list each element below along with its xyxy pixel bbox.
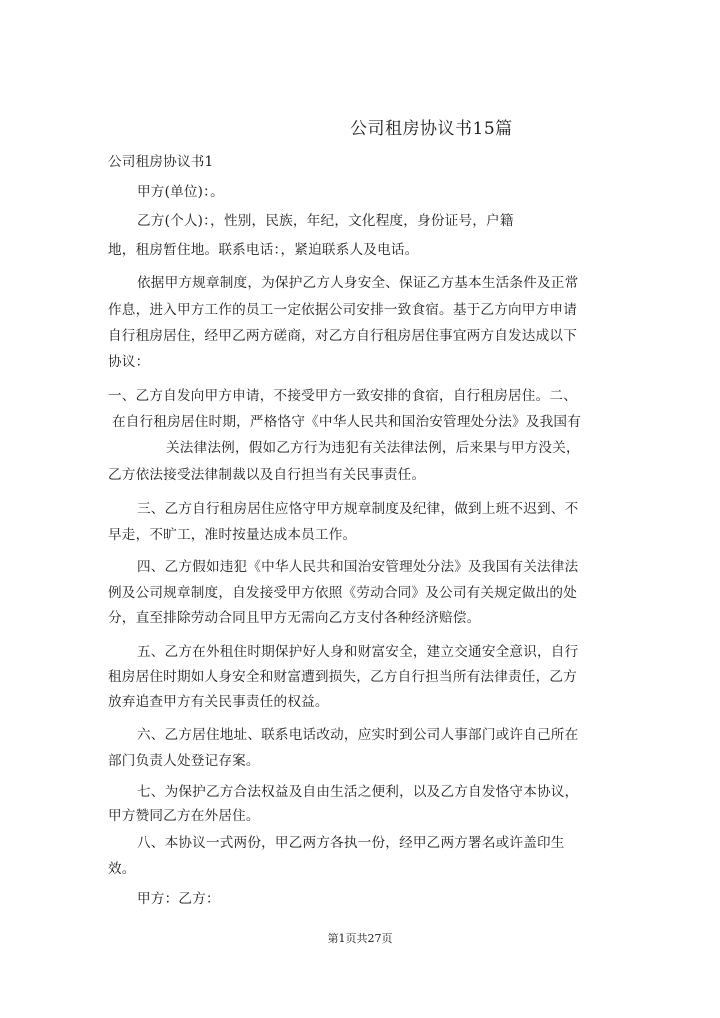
intro-paragraph-line: 自行租房居住，经甲乙两方磋商，对乙方自行租房居住事宜两方自发达成以下 (108, 328, 577, 344)
clause-8-line: 效。 (108, 861, 136, 877)
document-subtitle: 公司租房协议书1 (108, 154, 214, 170)
document-title: 公司租房协议书15篇 (350, 119, 513, 139)
clause-1-2-line: 一、乙方自发向甲方申请，不接受甲方一致安排的食宿，自行租房居住。二、 (108, 388, 577, 404)
party-b-line: 地，租房暂住地。联系电话：，紧迫联系人及电话。 (108, 242, 419, 258)
clause-3-line: 早走，不旷工，准时按量达成本员工作。 (108, 527, 357, 543)
clause-7-line: 七、为保护乙方合法权益及自由生活之便利，以及乙方自发恪守本协议， (137, 784, 579, 800)
clause-6-line: 部门负责人处登记存案。 (108, 753, 260, 769)
clause-1-2-line: 关法律法例，假如乙方行为违犯有关法律法例，后来果与甲方没关， (166, 440, 580, 456)
clause-5-line: 租房居住时期如人身安全和财富遭到损失，乙方自行担当所有法律责任，乙方 (108, 669, 577, 685)
party-b-line: 乙方(个人)：，性别，民族，年纪，文化程度，身份证号，户籍 (137, 213, 514, 229)
clause-1-2-line: 在自行租房居住时期，严格恪守《中华人民共和国治安管理处分法》及我国有 (112, 414, 581, 430)
intro-paragraph-line: 协议： (108, 354, 150, 370)
clause-5-line: 放弃追查甲方有关民事责任的权益。 (108, 694, 329, 710)
clause-8-line: 八、本协议一式两份，甲乙两方各执一份，经甲乙两方署名或许盖印生 (137, 835, 565, 851)
clause-1-2-line: 乙方依法接受法律制裁以及自行担当有关民事责任。 (108, 467, 426, 483)
party-a-line: 甲方(单位)：。 (137, 184, 224, 200)
clause-3-line: 三、乙方自行租房居住应恪守甲方规章制度及纪律，做到上班不迟到、不 (137, 501, 579, 517)
clause-6-line: 六、乙方居住地址、联系电话改动，应实时到公司人事部门或许自己所在 (137, 727, 579, 743)
intro-paragraph-line: 作息，进入甲方工作的员工一定依据公司安排一致食宿。基于乙方向甲方申请 (108, 302, 577, 318)
clause-5-line: 五、乙方在外租住时期保护好人身和财富安全，建立交通安全意识，自行 (137, 644, 579, 660)
clause-7-line: 甲方赞同乙方在外居住。 (108, 808, 260, 824)
signature-line: 甲方：乙方： (137, 891, 220, 907)
clause-4-line: 分，直至排除劳动合同且甲方无需向乙方支付各种经济赔偿。 (108, 610, 481, 626)
clause-4-line: 四、乙方假如违犯《中华人民共和国治安管理处分法》及我国有关法律法 (137, 559, 579, 575)
clause-4-line: 例及公司规章制度，自发接受甲方依照《劳动合同》及公司有关规定做出的处 (108, 585, 577, 601)
page-footer: 第1页共27页 (327, 932, 393, 945)
intro-paragraph-line: 依据甲方规章制度，为保护乙方人身安全、保证乙方基本生活条件及正常 (137, 275, 579, 291)
